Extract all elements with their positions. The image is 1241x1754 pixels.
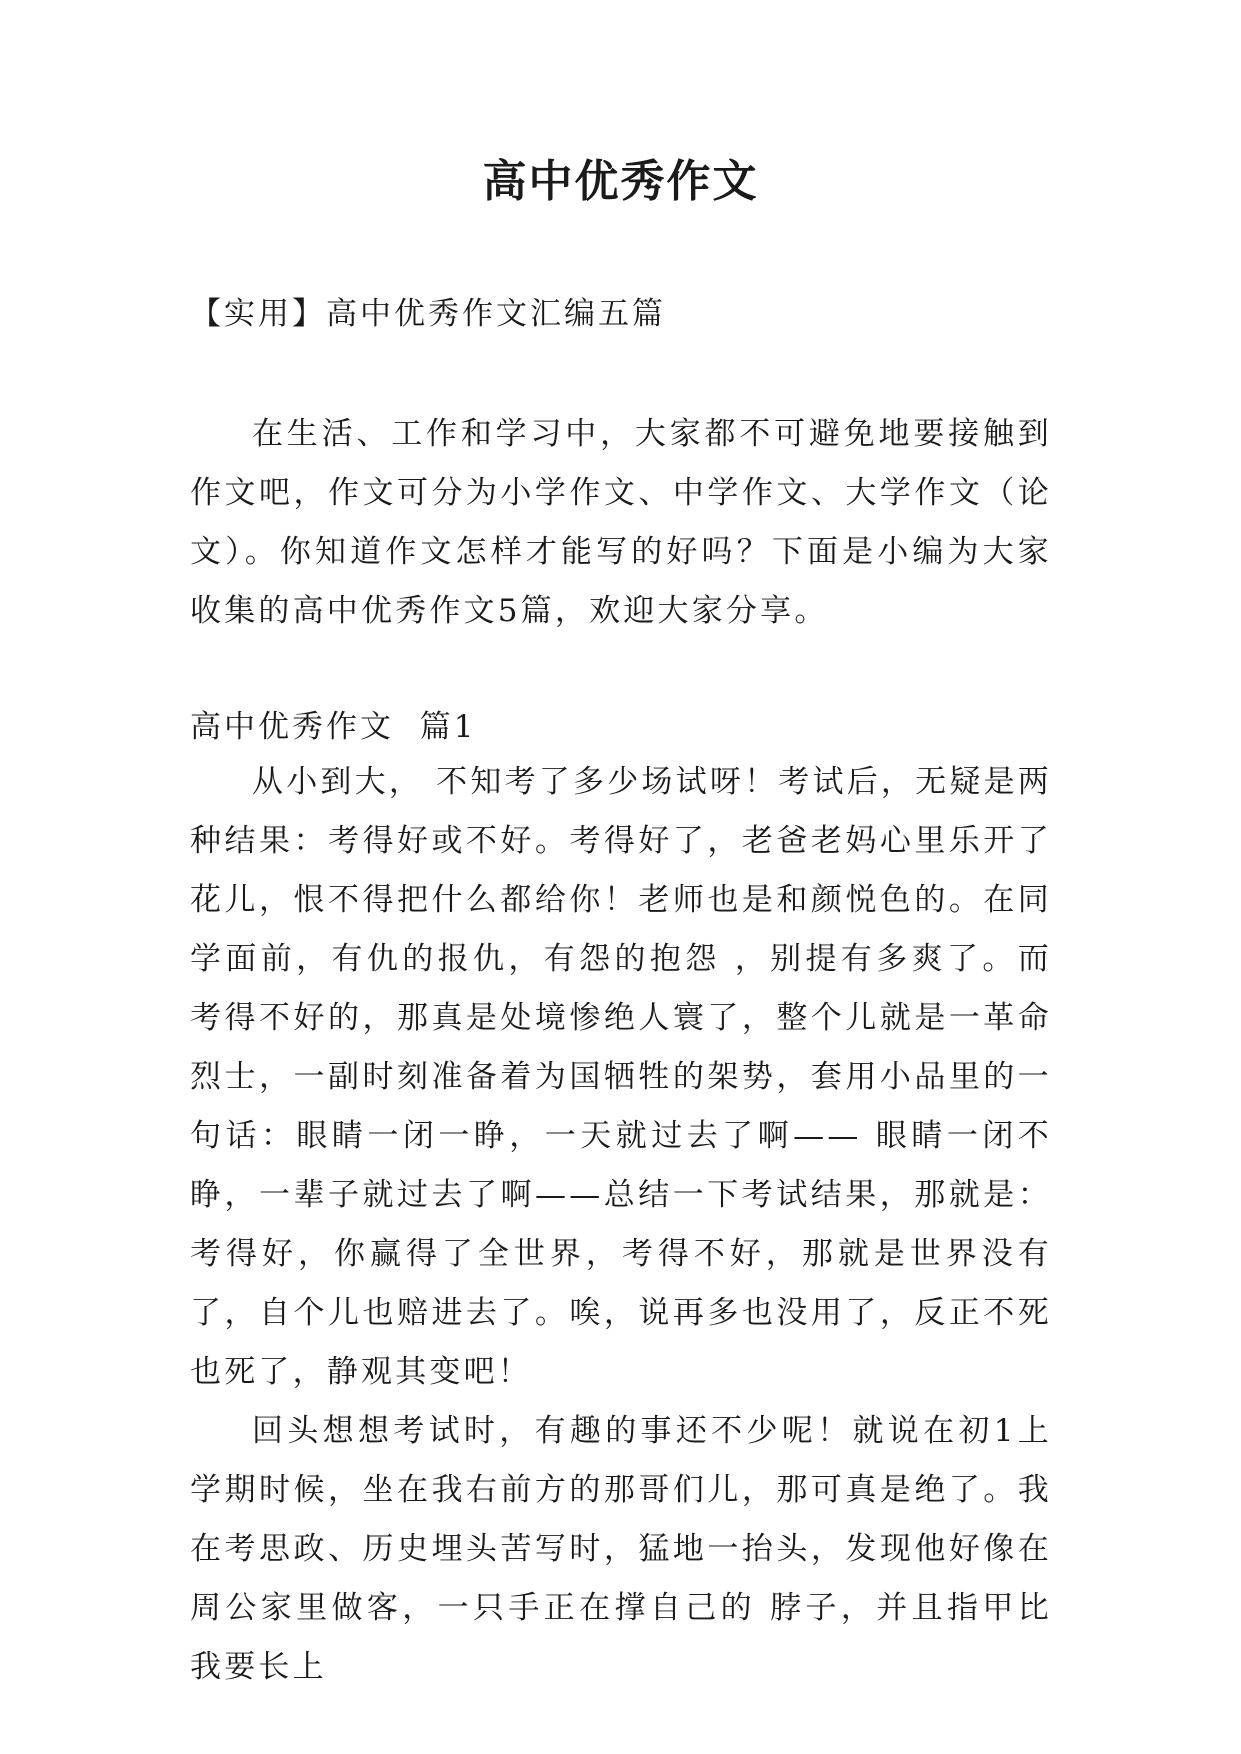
intro-section	[190, 405, 1052, 641]
document-title: 高中优秀作文	[482, 156, 759, 207]
section-heading: 高中优秀作文 篇1	[190, 709, 477, 745]
essay-paragraph: 回头想想考试时，有趣的事还不少呢！就说在初1上学期时候，坐在我右前方的那哥们儿，那可真是绝了。我在考思政、历史埋头苦写时，猛地一抬头，发现他好像在周公家里做客，一只手正在撑自己的 脖子，并且指甲比我要长上	[190, 1413, 1052, 1685]
essay-paragraph: 从小到大， 不知考了多少场试呀！考试后，无疑是两种结果：考得好或不好。考得好了，老爸老妈心里乐开了花儿，恨不得把什么都给你！老师也是和颜悦色的。在同学面前，有仇的报仇，有怨的抱怨 ，别提有多爽了。而考得不好的，那真是处境惨绝人寰了，整个儿就是一革命烈士，一副时刻准备着为国牺牲的架势，套用小品里的一句话：眼睛一闭一睁，一天就过去了啊—— 眼睛一闭不睁，一辈子就过去了啊——总结一下考试结果，那就是：考得好，你赢得了全世界，考得不好，那就是世界没有了，自个儿也赔进去了。唉，说再多也没用了，反正不死也死了，静观其变吧！	[190, 764, 1052, 1390]
intro-paragraph: 在生活、工作和学习中，大家都不可避免地要接触到作文吧，作文可分为小学作文、中学作文、大学作文（论文）。你知道作文怎样才能写的好吗？下面是小编为大家收集的高中优秀作文5篇，欢迎大家分享。	[190, 416, 1052, 629]
document-subtitle: 【实用】高中优秀作文汇编五篇	[190, 296, 666, 332]
essay-body	[190, 753, 1052, 1697]
